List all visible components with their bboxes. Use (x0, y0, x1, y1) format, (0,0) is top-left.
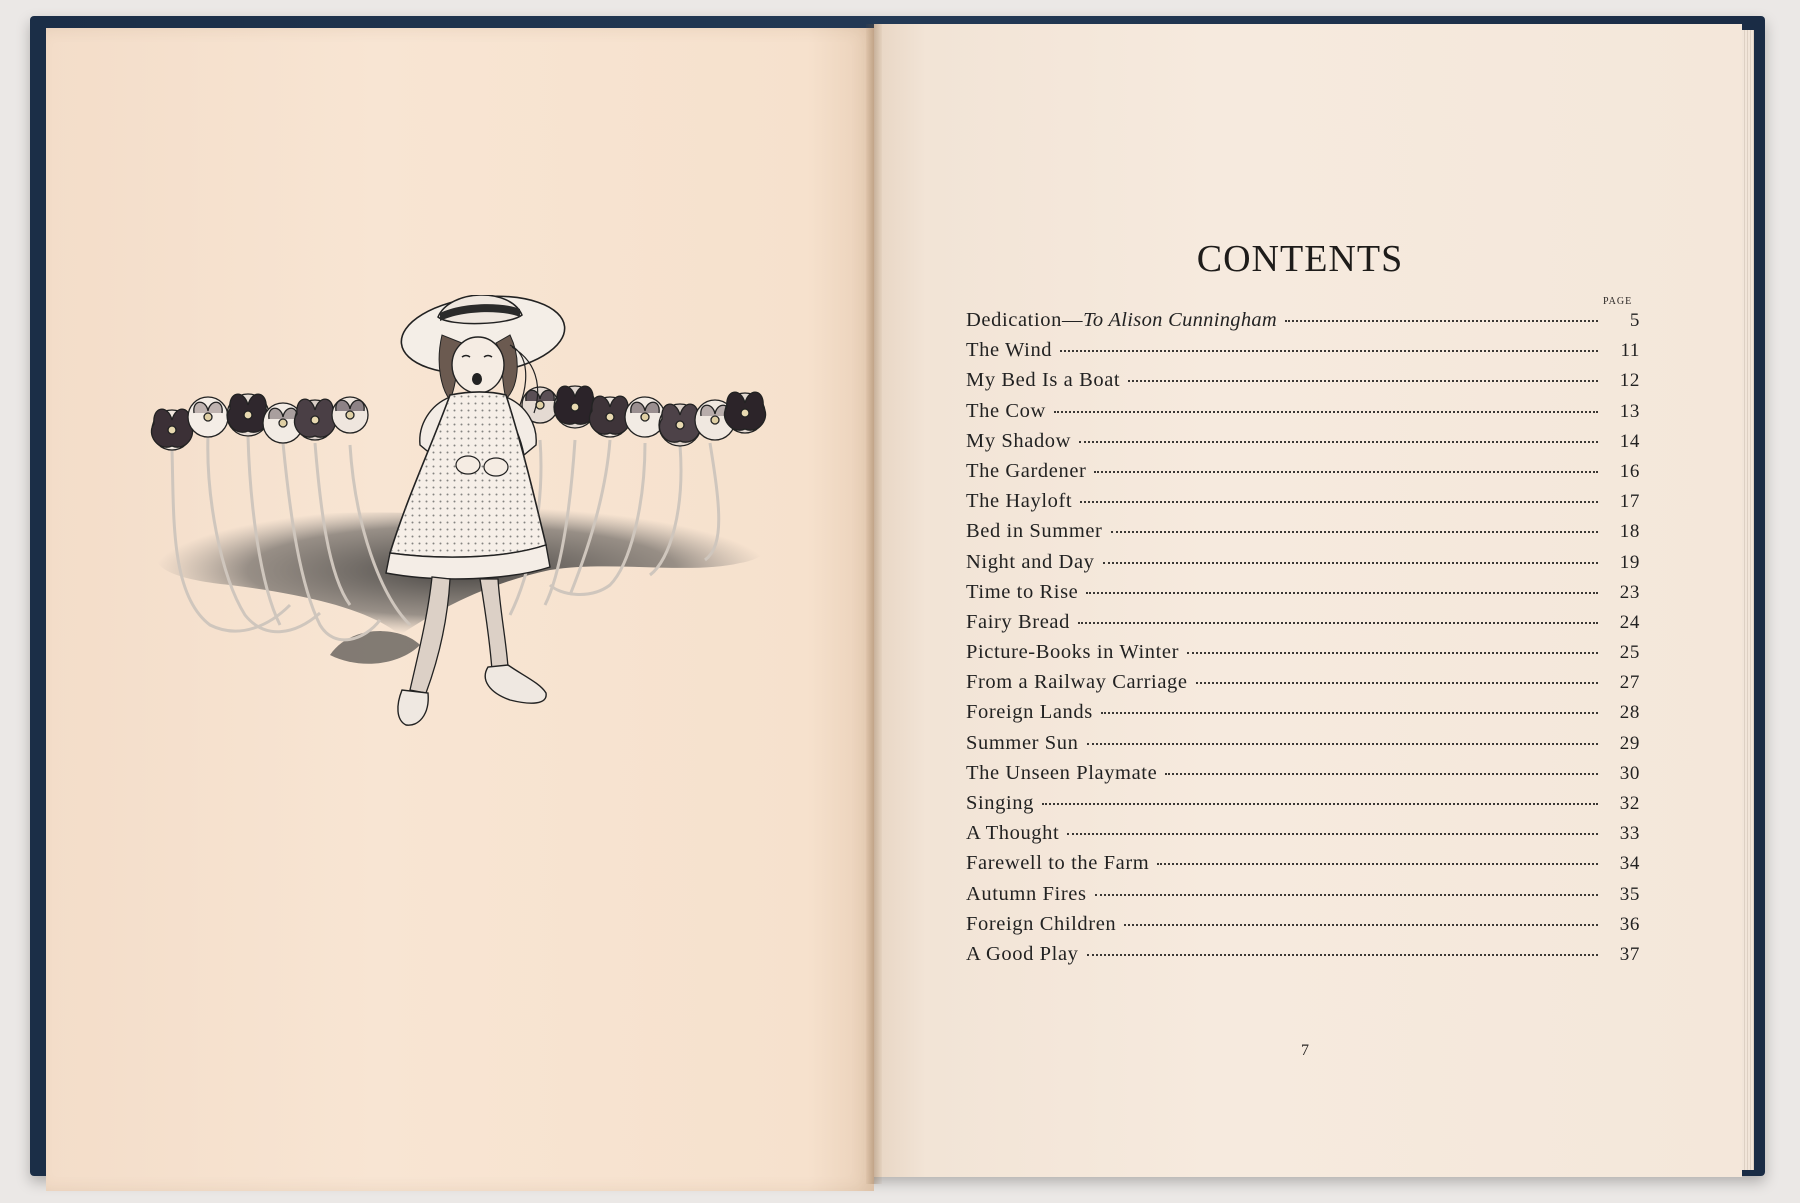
page-column-label: PAGE (1603, 296, 1633, 307)
toc-entry-title: Night and Day (966, 550, 1095, 573)
toc-entry-page: 36 (1619, 913, 1640, 935)
toc-entry-title: Foreign Children (966, 912, 1117, 935)
toc-entry-title: A Thought (966, 822, 1060, 845)
dot-leader (1086, 592, 1598, 594)
dot-leader (1060, 350, 1598, 352)
toc-entry-page: 25 (1619, 642, 1640, 664)
toc-entry[interactable] (966, 671, 1640, 701)
toc-entry-title: The Unseen Playmate (966, 761, 1158, 784)
toc-entry-page: 19 (1619, 551, 1640, 573)
dot-leader (1103, 562, 1599, 564)
toc-entry-title: From a Railway Carriage (966, 671, 1188, 694)
toc-entry[interactable] (966, 792, 1640, 822)
toc-entry-title: The Gardener (966, 459, 1087, 482)
dot-leader (1157, 863, 1598, 865)
toc-entry[interactable] (966, 641, 1640, 671)
toc-entry-title: Bed in Summer (966, 520, 1103, 543)
toc-entry-page: 32 (1619, 793, 1640, 814)
toc-entry[interactable] (966, 430, 1640, 460)
toc-entry-title: Singing (966, 792, 1034, 814)
toc-entry-page: 29 (1619, 732, 1640, 754)
dot-leader (1042, 803, 1598, 805)
toc-entry[interactable] (966, 762, 1640, 792)
toc-entry[interactable] (966, 309, 1640, 339)
toc-entry-page: 33 (1619, 823, 1640, 845)
toc-entry-title: Farewell to the Farm (966, 852, 1150, 875)
toc-entry-title: The Wind (966, 339, 1053, 362)
toc-entry-page: 23 (1619, 581, 1640, 603)
toc-entry-page: 12 (1619, 370, 1640, 392)
toc-entry[interactable] (966, 520, 1640, 550)
toc-entry[interactable] (966, 913, 1640, 943)
toc-entry[interactable] (966, 943, 1640, 973)
toc-entry-title: Autumn Fires (966, 882, 1087, 905)
toc-entry[interactable] (966, 732, 1640, 762)
toc-entry-title: Fairy Bread (966, 610, 1070, 633)
dot-leader (1124, 924, 1598, 926)
dot-leader (1087, 954, 1598, 956)
toc-entry-page: 14 (1619, 430, 1640, 452)
toc-entry-page: 11 (1620, 340, 1640, 362)
toc-entry-title: Dedication—To Alison Cunningham (966, 309, 1278, 331)
toc-entry-page: 34 (1619, 853, 1640, 875)
toc-entry[interactable] (966, 883, 1640, 913)
dot-leader (1067, 833, 1598, 835)
table-of-contents (966, 309, 1640, 973)
toc-entry[interactable] (966, 339, 1640, 369)
toc-entry[interactable] (966, 852, 1640, 882)
toc-entry[interactable] (966, 490, 1640, 520)
dot-leader (1165, 773, 1598, 775)
toc-entry-page: 16 (1619, 460, 1640, 482)
dot-leader (1128, 380, 1598, 382)
toc-entry-title: My Bed Is a Boat (966, 369, 1121, 392)
girl-with-pansies-illustration (150, 295, 810, 765)
toc-entry-page: 18 (1619, 521, 1640, 543)
dot-leader (1078, 622, 1598, 624)
toc-entry-title: Picture-Books in Winter (966, 641, 1180, 664)
toc-entry[interactable] (966, 369, 1640, 399)
contents-heading: CONTENTS (1196, 238, 1404, 280)
toc-entry-page: 35 (1619, 883, 1640, 905)
dot-leader (1187, 652, 1598, 654)
toc-entry-title: Foreign Lands (966, 701, 1093, 724)
dot-leader (1079, 441, 1598, 443)
toc-entry-title: The Hayloft (966, 490, 1073, 513)
dot-leader (1087, 743, 1599, 745)
toc-entry[interactable] (966, 611, 1640, 641)
dot-leader (1054, 411, 1598, 413)
book-gutter (866, 24, 882, 1184)
right-page-edges (1742, 30, 1754, 1170)
dot-leader (1111, 531, 1599, 533)
toc-entry[interactable] (966, 701, 1640, 731)
toc-entry-page: 13 (1619, 400, 1640, 422)
toc-entry[interactable] (966, 400, 1640, 430)
toc-entry-page: 30 (1619, 762, 1640, 784)
toc-entry-page: 17 (1619, 491, 1640, 513)
dot-leader (1285, 320, 1598, 322)
dot-leader (1080, 501, 1598, 503)
toc-entry-title: Time to Rise (966, 580, 1079, 603)
toc-entry-page: 37 (1619, 943, 1640, 965)
toc-entry-page: 24 (1619, 611, 1640, 633)
dot-leader (1095, 894, 1598, 896)
dot-leader (1094, 471, 1598, 473)
toc-entry[interactable] (966, 822, 1640, 852)
toc-entry-page: 27 (1619, 672, 1640, 694)
toc-entry-page: 5 (1629, 310, 1640, 331)
dot-leader (1101, 712, 1598, 714)
toc-entry-page: 28 (1619, 702, 1640, 724)
toc-entry[interactable] (966, 551, 1640, 581)
toc-entry[interactable] (966, 460, 1640, 490)
toc-entry-title: A Good Play (966, 942, 1079, 965)
toc-entry[interactable] (966, 581, 1640, 611)
toc-entry-title: The Cow (966, 399, 1046, 422)
toc-entry-title: My Shadow (966, 429, 1072, 452)
dot-leader (1196, 682, 1598, 684)
toc-entry-title: Summer Sun (966, 731, 1079, 754)
page-number: 7 (1301, 1042, 1309, 1059)
